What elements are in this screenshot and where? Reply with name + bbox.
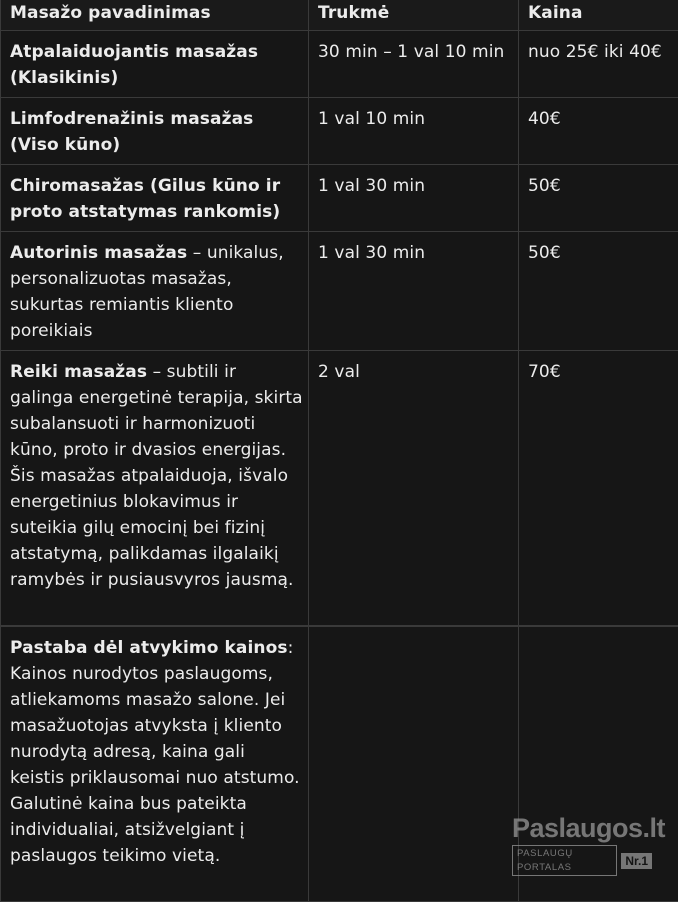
massage-name: Atpalaiduojantis masažas (Klasikinis)	[10, 42, 258, 88]
massage-name: Limfodrenažinis masažas (Viso kūno)	[10, 109, 253, 155]
note-row	[1, 627, 678, 902]
table-row	[1, 31, 678, 98]
duration-cell: 2 val	[309, 351, 519, 626]
header-duration: Trukmė	[309, 0, 519, 31]
massage-name-cell	[1, 31, 309, 98]
price-cell: nuo 25€ iki 40€	[519, 31, 678, 98]
duration-cell: 1 val 30 min	[309, 232, 519, 351]
empty-cell	[309, 627, 519, 902]
table-row	[1, 351, 678, 626]
price-cell: 40€	[519, 98, 678, 165]
watermark-badge: Nr.1	[621, 853, 652, 869]
massage-name-cell	[1, 351, 309, 626]
header-price: Kaina	[519, 0, 678, 31]
price-cell: 70€	[519, 351, 678, 626]
massage-description: – subtili ir galinga energetinė terapija, skirta subalansuoti ir harmonizuoti kūno, proto ir dvasios energijas. Šis masažas atpalaiduoja, išvalo energetinius blokavimus ir suteikia gilų emocinį bei fizinį atstatymą, palikdamas ilgalaikį ramybės ir pusiausvyros jausmą.	[10, 362, 303, 590]
price-cell: 50€	[519, 165, 678, 232]
watermark-tagline: PASLAUGŲ PORTALAS	[512, 845, 617, 876]
massage-name: Chiromasažas (Gilus kūno ir proto atstatymas rankomis)	[10, 176, 280, 222]
duration-cell: 1 val 30 min	[309, 165, 519, 232]
header-massage-name: Masažo pavadinimas	[1, 0, 309, 31]
note-title: Pastaba dėl atvykimo kainos	[10, 638, 288, 658]
note-cell	[1, 627, 309, 902]
massage-name-cell	[1, 232, 309, 351]
massage-name: Autorinis masažas	[10, 243, 187, 263]
table-header-row	[1, 0, 678, 31]
duration-cell: 30 min – 1 val 10 min	[309, 31, 519, 98]
empty-cell	[519, 627, 678, 902]
massage-name-cell	[1, 165, 309, 232]
massage-name-cell	[1, 98, 309, 165]
massage-description: – unikalus, personalizuotas masažas, sukurtas remiantis kliento poreikiais	[10, 243, 284, 341]
table-row	[1, 165, 678, 232]
massage-name: Reiki masažas	[10, 362, 147, 382]
table-row	[1, 98, 678, 165]
table-row	[1, 232, 678, 351]
duration-cell: 1 val 10 min	[309, 98, 519, 165]
watermark-logo: Paslaugos.lt	[512, 813, 652, 843]
note-text: : Kainos nurodytos paslaugoms, atliekamoms masažo salone. Jei masažuotojas atvyksta į kliento nurodytą adresą, kaina gali keistis priklausomai nuo atstumo. Galutinė kaina bus pateikta individualiai, atsižvelgiant į paslaugos teikimo vietą.	[10, 638, 300, 866]
price-cell: 50€	[519, 232, 678, 351]
